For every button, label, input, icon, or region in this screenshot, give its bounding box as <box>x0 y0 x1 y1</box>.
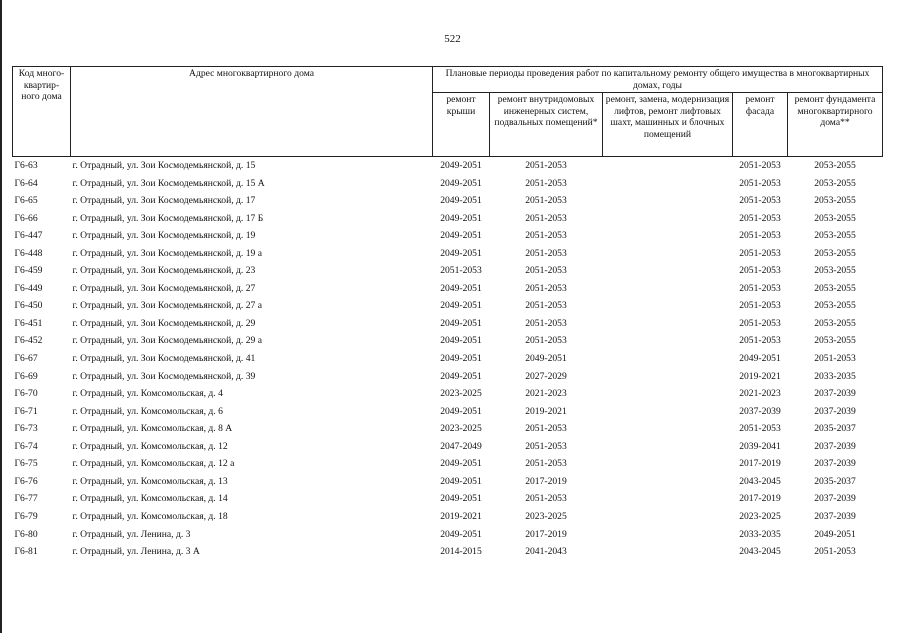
cell-roof: 2049-2051 <box>440 370 482 382</box>
cell-address: г. Отрадный, ул. Комсомольская, д. 8 А <box>72 423 233 435</box>
cell-facade: 2051-2053 <box>739 300 781 312</box>
cell-address: г. Отрадный, ул. Зои Космодемьянской, д. 19 а <box>72 247 262 259</box>
cell-foundation: 2053-2055 <box>814 335 856 347</box>
cell-roof: 2049-2051 <box>440 177 482 189</box>
table-header <box>13 67 883 157</box>
table-row <box>13 315 883 333</box>
cell-elevators <box>603 332 733 350</box>
cell-foundation: 2037-2039 <box>814 458 856 470</box>
cell-code: Г6-459 <box>14 265 43 277</box>
cell-elevators <box>603 525 733 543</box>
table-row <box>13 438 883 456</box>
cell-elevators <box>603 490 733 508</box>
table-row <box>13 455 883 473</box>
table-body <box>13 157 883 561</box>
cell-engineering: 2051-2053 <box>525 230 567 242</box>
cell-address: г. Отрадный, ул. Комсомольская, д. 14 <box>72 493 228 505</box>
cell-engineering: 2051-2053 <box>525 458 567 470</box>
table-row <box>13 280 883 298</box>
cell-roof: 2014-2015 <box>440 546 482 558</box>
cell-code: Г6-450 <box>14 300 43 312</box>
cell-code: Г6-66 <box>14 212 38 224</box>
cell-roof: 2049-2051 <box>440 212 482 224</box>
cell-engineering: 2051-2053 <box>490 157 603 175</box>
cell-roof: 2049-2051 <box>440 195 482 207</box>
cell-address: г. Отрадный, ул. Комсомольская, д. 18 <box>72 510 228 522</box>
page-number: 522 <box>444 33 461 45</box>
cell-roof: 2049-2051 <box>440 528 482 540</box>
cell-address: г. Отрадный, ул. Зои Космодемьянской, д. 29 <box>72 317 256 329</box>
cell-code: Г6-74 <box>14 440 38 452</box>
cell-code: Г6-70 <box>14 388 38 400</box>
table-row <box>13 192 883 210</box>
cell-facade: 2017-2019 <box>739 493 781 505</box>
cell-address: г. Отрадный, ул. Ленина, д. 3 А <box>72 546 200 558</box>
cell-foundation: 2037-2039 <box>814 405 856 417</box>
cell-address: г. Отрадный, ул. Зои Космодемьянской, д. 27 <box>72 282 256 294</box>
cell-engineering: 2051-2053 <box>525 212 567 224</box>
cell-roof: 2051-2053 <box>440 265 482 277</box>
header-roof: ремонт крыши <box>433 93 490 157</box>
cell-facade: 2051-2053 <box>733 157 788 175</box>
header-engineering: ремонт внутридомовых инженерных систем, подвальных помещений* <box>490 93 603 157</box>
cell-foundation: 2033-2035 <box>814 370 856 382</box>
cell-code: Г6-76 <box>14 475 38 487</box>
cell-code: Г6-79 <box>14 510 38 522</box>
cell-elevators <box>603 262 733 280</box>
cell-address: г. Отрадный, ул. Зои Космодемьянской, д. 15 <box>71 157 433 175</box>
cell-foundation: 2035-2037 <box>814 423 856 435</box>
cell-roof: 2049-2051 <box>440 458 482 470</box>
cell-elevators <box>603 210 733 228</box>
cell-address: г. Отрадный, ул. Комсомольская, д. 6 <box>72 405 223 417</box>
cell-foundation: 2037-2039 <box>814 493 856 505</box>
cell-code: Г6-80 <box>14 528 38 540</box>
cell-elevators <box>603 157 733 175</box>
cell-address: г. Отрадный, ул. Зои Космодемьянской, д. 29 а <box>72 335 262 347</box>
cell-facade: 2039-2041 <box>739 440 781 452</box>
cell-engineering: 2051-2053 <box>525 423 567 435</box>
header-address: Адрес многоквартирного дома <box>71 67 433 157</box>
cell-foundation: 2053-2055 <box>814 247 856 259</box>
cell-elevators <box>603 315 733 333</box>
table-row <box>13 490 883 508</box>
cell-code: Г6-81 <box>14 546 38 558</box>
cell-engineering: 2051-2053 <box>525 247 567 259</box>
cell-foundation: 2051-2053 <box>814 546 856 558</box>
cell-facade: 2017-2019 <box>739 458 781 470</box>
table-row <box>13 245 883 263</box>
table-row <box>13 227 883 245</box>
cell-foundation: 2053-2055 <box>814 300 856 312</box>
cell-facade: 2051-2053 <box>739 177 781 189</box>
cell-engineering: 2041-2043 <box>525 546 567 558</box>
cell-facade: 2051-2053 <box>739 195 781 207</box>
cell-roof: 2049-2051 <box>440 247 482 259</box>
table-row <box>13 385 883 403</box>
table-row <box>13 473 883 491</box>
cell-elevators <box>603 420 733 438</box>
header-foundation: ремонт фундамента многоквартирного дома** <box>788 93 883 157</box>
cell-code: Г6-73 <box>14 423 38 435</box>
cell-engineering: 2051-2053 <box>525 440 567 452</box>
table-row <box>13 297 883 315</box>
cell-elevators <box>603 473 733 491</box>
cell-engineering: 2051-2053 <box>525 317 567 329</box>
cell-foundation: 2053-2055 <box>788 157 883 175</box>
cell-roof: 2023-2025 <box>440 423 482 435</box>
cell-foundation: 2053-2055 <box>814 317 856 329</box>
cell-roof: 2049-2051 <box>440 493 482 505</box>
cell-foundation: 2037-2039 <box>814 510 856 522</box>
cell-facade: 2051-2053 <box>739 282 781 294</box>
cell-roof: 2049-2051 <box>440 405 482 417</box>
cell-code: Г6-77 <box>14 493 38 505</box>
cell-foundation: 2053-2055 <box>814 282 856 294</box>
cell-foundation: 2037-2039 <box>814 388 856 400</box>
cell-facade: 2051-2053 <box>739 247 781 259</box>
cell-code: Г6-448 <box>14 247 43 259</box>
cell-foundation: 2053-2055 <box>814 177 856 189</box>
cell-elevators <box>603 227 733 245</box>
cell-engineering: 2017-2019 <box>525 475 567 487</box>
cell-foundation: 2053-2055 <box>814 265 856 277</box>
cell-foundation: 2035-2037 <box>814 475 856 487</box>
cell-roof: 2049-2051 <box>440 475 482 487</box>
cell-engineering: 2051-2053 <box>525 335 567 347</box>
cell-address: г. Отрадный, ул. Комсомольская, д. 12 <box>72 440 228 452</box>
header-code: Код много-квартир-ного дома <box>13 67 71 157</box>
table-row <box>13 175 883 193</box>
cell-address: г. Отрадный, ул. Зои Космодемьянской, д. 15 А <box>72 177 265 189</box>
cell-facade: 2051-2053 <box>739 317 781 329</box>
cell-facade: 2051-2053 <box>739 265 781 277</box>
cell-address: г. Отрадный, ул. Зои Космодемьянской, д. 23 <box>72 265 256 277</box>
cell-code: Г6-64 <box>14 177 38 189</box>
cell-engineering: 2051-2053 <box>525 493 567 505</box>
cell-facade: 2049-2051 <box>739 353 781 365</box>
cell-elevators <box>603 350 733 368</box>
cell-address: г. Отрадный, ул. Зои Космодемьянской, д. 17 Б <box>72 212 264 224</box>
cell-roof: 2049-2051 <box>440 282 482 294</box>
cell-elevators <box>603 543 733 561</box>
cell-roof: 2049-2051 <box>440 317 482 329</box>
table-row <box>13 368 883 386</box>
table-row <box>13 420 883 438</box>
cell-elevators <box>603 385 733 403</box>
cell-elevators <box>603 403 733 421</box>
cell-facade: 2051-2053 <box>739 230 781 242</box>
cell-facade: 2021-2023 <box>739 388 781 400</box>
cell-code: Г6-447 <box>14 230 43 242</box>
cell-facade: 2037-2039 <box>739 405 781 417</box>
capital-repair-table <box>12 66 883 561</box>
cell-facade: 2051-2053 <box>739 423 781 435</box>
table-row <box>13 157 883 175</box>
scan-edge-line <box>0 0 2 633</box>
table-row <box>13 332 883 350</box>
cell-code: Г6-65 <box>14 195 38 207</box>
cell-roof: 2049-2051 <box>433 157 490 175</box>
cell-engineering: 2049-2051 <box>525 353 567 365</box>
table-row <box>13 262 883 280</box>
cell-address: г. Отрадный, ул. Зои Космодемьянской, д. 41 <box>72 353 256 365</box>
cell-engineering: 2051-2053 <box>525 177 567 189</box>
cell-foundation: 2053-2055 <box>814 230 856 242</box>
cell-address: г. Отрадный, ул. Комсомольская, д. 12 а <box>72 458 235 470</box>
cell-address: г. Отрадный, ул. Комсомольская, д. 13 <box>72 475 228 487</box>
cell-address: г. Отрадный, ул. Зои Космодемьянской, д. 19 <box>72 230 256 242</box>
cell-facade: 2019-2021 <box>739 370 781 382</box>
cell-elevators <box>603 297 733 315</box>
header-periods: Плановые периоды проведения работ по капитальному ремонту общего имущества в многоквартирных домах, годы <box>433 67 883 93</box>
table-row <box>13 543 883 561</box>
table-row <box>13 210 883 228</box>
cell-code: Г6-449 <box>14 282 43 294</box>
table-row <box>13 525 883 543</box>
cell-address: г. Отрадный, ул. Зои Космодемьянской, д. 17 <box>72 195 256 207</box>
table-row <box>13 508 883 526</box>
cell-roof: 2019-2021 <box>440 510 482 522</box>
cell-roof: 2047-2049 <box>440 440 482 452</box>
cell-code: Г6-71 <box>14 405 38 417</box>
cell-elevators <box>603 245 733 263</box>
cell-foundation: 2037-2039 <box>814 440 856 452</box>
cell-foundation: 2053-2055 <box>814 195 856 207</box>
table-row <box>13 350 883 368</box>
cell-facade: 2033-2035 <box>739 528 781 540</box>
cell-elevators <box>603 438 733 456</box>
cell-code: Г6-75 <box>14 458 38 470</box>
cell-address: г. Отрадный, ул. Ленина, д. 3 <box>72 528 191 540</box>
cell-engineering: 2051-2053 <box>525 265 567 277</box>
cell-foundation: 2053-2055 <box>814 212 856 224</box>
header-elevators: ремонт, замена, модернизация лифтов, ремонт лифтовых шахт, машинных и блочных помещений <box>603 93 733 157</box>
cell-engineering: 2019-2021 <box>525 405 567 417</box>
cell-elevators <box>603 175 733 193</box>
cell-elevators <box>603 455 733 473</box>
cell-facade: 2043-2045 <box>739 475 781 487</box>
cell-elevators <box>603 192 733 210</box>
cell-address: г. Отрадный, ул. Зои Космодемьянской, д. 39 <box>72 370 256 382</box>
cell-roof: 2049-2051 <box>440 230 482 242</box>
cell-engineering: 2021-2023 <box>525 388 567 400</box>
cell-engineering: 2051-2053 <box>525 282 567 294</box>
cell-elevators <box>603 508 733 526</box>
cell-facade: 2023-2025 <box>739 510 781 522</box>
cell-roof: 2049-2051 <box>440 300 482 312</box>
cell-code: Г6-69 <box>14 370 38 382</box>
cell-engineering: 2051-2053 <box>525 300 567 312</box>
cell-facade: 2043-2045 <box>739 546 781 558</box>
header-facade: ремонт фасада <box>733 93 788 157</box>
cell-foundation: 2049-2051 <box>814 528 856 540</box>
cell-code: Г6-451 <box>14 317 43 329</box>
cell-engineering: 2051-2053 <box>525 195 567 207</box>
cell-code: Г6-452 <box>14 335 43 347</box>
cell-facade: 2051-2053 <box>739 212 781 224</box>
cell-elevators <box>603 280 733 298</box>
cell-code: Г6-67 <box>14 353 38 365</box>
cell-address: г. Отрадный, ул. Зои Космодемьянской, д. 27 а <box>72 300 262 312</box>
table-row <box>13 403 883 421</box>
cell-elevators <box>603 368 733 386</box>
cell-code: Г6-63 <box>13 157 71 175</box>
cell-roof: 2049-2051 <box>440 335 482 347</box>
cell-engineering: 2017-2019 <box>525 528 567 540</box>
cell-foundation: 2051-2053 <box>814 353 856 365</box>
cell-address: г. Отрадный, ул. Комсомольская, д. 4 <box>72 388 223 400</box>
cell-roof: 2049-2051 <box>440 353 482 365</box>
cell-engineering: 2027-2029 <box>525 370 567 382</box>
cell-engineering: 2023-2025 <box>525 510 567 522</box>
cell-facade: 2051-2053 <box>739 335 781 347</box>
cell-roof: 2023-2025 <box>440 388 482 400</box>
